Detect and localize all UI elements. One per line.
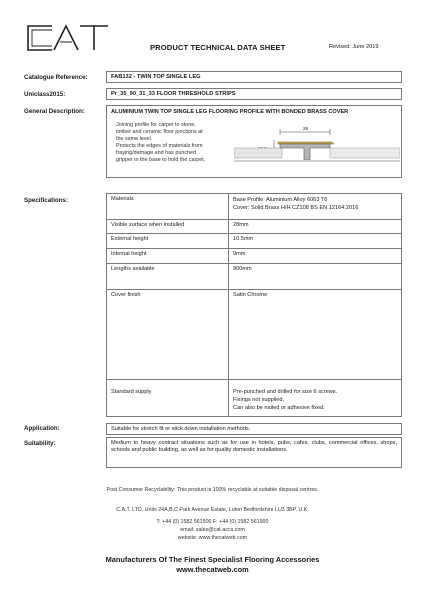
general-text: [116, 122, 248, 164]
desc-line: Protects the edges of materials from: [116, 143, 203, 149]
company-address: C.A.T. LTD. Units 24A,B,C Park Avenue Estate, Luton Bedfordshire LU3 3BP. U.K.: [116, 507, 309, 513]
desc-line: fraying/damage and has punched: [116, 150, 197, 156]
company-phone: T: +44 (0) 1582 561500 F: +44 (0) 1582 561900: [156, 519, 269, 525]
suitability-value: Medium to heavy contract situations such as for use in hotels, pubs, cafes, clubs, commercial offices, shops, schools and public building, as well as for quality domestic installations.: [106, 437, 402, 468]
footer-web-link[interactable]: www.thecatweb.com: [176, 565, 249, 574]
table-row: [107, 194, 402, 220]
cat-logo: [22, 20, 114, 54]
profile-drawing: [234, 126, 400, 166]
recyclability-note: Post Consumer Recyclability: This product is 100% recyclable at suitable disposal centres.: [106, 487, 319, 493]
spec-key: Internal height: [107, 249, 229, 264]
specifications-table: [106, 193, 402, 417]
uniclass-value: Pr_35_90_31_33 FLOOR THRESHOLD STRIPS: [106, 88, 402, 100]
spec-key: Visible surface when installed: [107, 220, 229, 234]
spec-value: 28mm: [229, 220, 402, 234]
desc-line: the same level.: [116, 136, 153, 142]
width-dimension: 28: [303, 126, 309, 131]
revised-date: Revised: June 2019: [329, 44, 379, 50]
spec-value: [229, 380, 402, 417]
table-row: [107, 234, 402, 249]
spec-value: Satin Chrome: [229, 290, 402, 380]
desc-line: timber and ceramic floor junctions at: [116, 129, 203, 135]
footer-tagline: Manufacturers Of The Finest Specialist Flooring Accessories: [105, 555, 320, 564]
table-row: [107, 380, 402, 417]
table-row: [107, 220, 402, 234]
table-row: [107, 249, 402, 264]
supply-line: Fixings not supplied.: [233, 397, 284, 403]
catalogue-label: Catalogue Reference:: [24, 74, 88, 81]
spec-value: 9mm: [229, 249, 402, 264]
spec-key: Standard supply: [107, 380, 229, 417]
spec-value: [229, 194, 402, 220]
table-row: [107, 264, 402, 290]
spec-key: Materials: [107, 194, 229, 220]
specifications-label: Specifications:: [24, 197, 69, 204]
company-email: email: sales@cat-accs.com: [180, 527, 245, 533]
catalogue-value: FAB132 - TWIN TOP SINGLE LEG: [106, 71, 402, 83]
supply-line: Pre-punched and drilled for size 6 screws.: [233, 389, 338, 395]
application-value: Suitable for stretch fit or stick down installation methods.: [106, 423, 402, 435]
desc-line: Joining profile for carpet to stone,: [116, 122, 196, 128]
materials-cover: Cover: Solid Brass H/H CZ108 BS EN 12164:2016: [233, 205, 359, 211]
suitability-label: Suitability:: [24, 440, 56, 447]
general-label: General Description:: [24, 108, 85, 115]
uniclass-label: Uniclass2015:: [24, 91, 66, 98]
desc-line: gripper in the base to hold the carpet.: [116, 157, 206, 163]
spec-value: 10.5mm: [229, 234, 402, 249]
supply-line: Can also be nailed or adhesive fixed.: [233, 405, 325, 411]
general-title: ALUMINIUM TWIN TOP SINGLE LEG FLOORING PROFILE WITH BONDED BRASS COVER: [111, 109, 349, 115]
spec-key: Cover finish: [107, 290, 229, 380]
materials-base: Base Profile: Aluminium Alloy 6063 T6: [233, 197, 328, 203]
company-website: website: www.thecatweb.com: [177, 535, 248, 541]
spec-key: External height: [107, 234, 229, 249]
spec-key: Lengths available: [107, 264, 229, 290]
application-label: Application:: [24, 425, 60, 432]
table-row: [107, 290, 402, 380]
spec-value: 900mm: [229, 264, 402, 290]
sheet-title: PRODUCT TECHNICAL DATA SHEET: [150, 43, 286, 52]
